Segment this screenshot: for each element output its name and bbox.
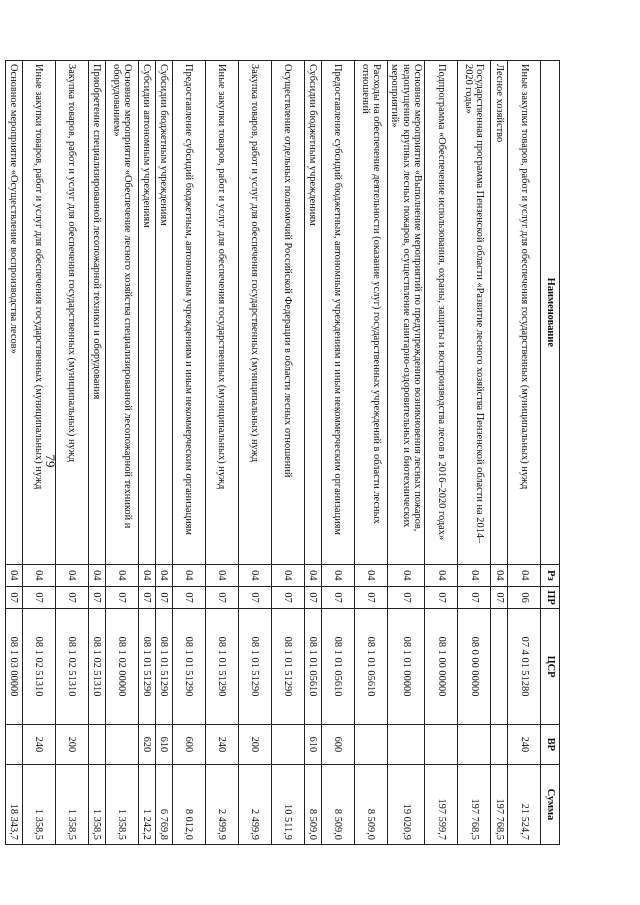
cell-csr: 08 1 02 51310 — [22, 609, 55, 725]
cell-pr: 07 — [138, 586, 155, 608]
cell-vr: 600 — [321, 724, 354, 764]
cell-csr: 08 1 01 51290 — [155, 609, 172, 725]
cell-rz: 04 — [238, 564, 271, 586]
cell-rz: 04 — [155, 564, 172, 586]
cell-name: Закупка товаров, работ и услуг для обеспечения государственных (муниципальных) нужд — [238, 61, 271, 565]
cell-pr: 07 — [88, 586, 105, 608]
cell-rz: 04 — [271, 564, 304, 586]
table-row — [155, 61, 172, 845]
cell-pr: 07 — [172, 586, 205, 608]
cell-vr: 200 — [55, 724, 88, 764]
cell-pr: 07 — [458, 586, 491, 608]
cell-name: Основное мероприятие «Осуществление воспроизводства лесов» — [5, 61, 22, 565]
cell-vr: 240 — [508, 724, 541, 764]
cell-vr: 600 — [172, 724, 205, 764]
cell-rz: 04 — [55, 564, 88, 586]
cell-pr: 07 — [491, 586, 508, 608]
header-name: Наименование — [541, 61, 560, 565]
cell-csr: 08 1 01 51290 — [205, 609, 238, 725]
table-row — [238, 61, 271, 845]
cell-rz: 04 — [5, 564, 22, 586]
cell-name: Субсидии бюджетным учреждениям — [304, 61, 321, 565]
cell-name: Субсидии бюджетным учреждениям — [155, 61, 172, 565]
cell-sum: 18 343,7 — [5, 764, 22, 844]
table-row — [5, 61, 22, 845]
cell-name: Иные закупки товаров, работ и услуг для обеспечения государственных (муниципальных) нужд — [508, 61, 541, 565]
cell-sum: 1 242,2 — [138, 764, 155, 844]
cell-name: Иные закупки товаров, работ и услуг для обеспечения государственных (муниципальных) нужд — [22, 61, 55, 565]
cell-vr — [387, 724, 424, 764]
cell-pr: 07 — [55, 586, 88, 608]
cell-rz: 04 — [425, 564, 458, 586]
cell-csr: 08 1 01 51290 — [271, 609, 304, 725]
cell-rz: 04 — [205, 564, 238, 586]
cell-sum: 8 509,0 — [354, 764, 387, 844]
cell-vr: 240 — [205, 724, 238, 764]
header-rz: Рз — [541, 564, 560, 586]
cell-rz: 04 — [172, 564, 205, 586]
cell-pr: 07 — [271, 586, 304, 608]
cell-vr: 610 — [304, 724, 321, 764]
cell-csr: 08 1 03 00000 — [5, 609, 22, 725]
cell-rz: 04 — [508, 564, 541, 586]
cell-name: Иные закупки товаров, работ и услуг для обеспечения государственных (муниципальных) нужд — [205, 61, 238, 565]
cell-name: Подпрограмма «Обеспечение использования, охраны, защиты и воспроизводства лесов в 2016–2020 годах» — [425, 61, 458, 565]
cell-csr: 08 0 00 00000 — [458, 609, 491, 725]
cell-vr — [354, 724, 387, 764]
cell-sum: 1 358,5 — [105, 764, 138, 844]
page-number: 79 — [43, 454, 58, 468]
cell-csr: 08 1 01 51290 — [238, 609, 271, 725]
cell-sum: 2 499,9 — [238, 764, 271, 844]
cell-rz: 04 — [491, 564, 508, 586]
cell-csr: 08 1 01 51290 — [138, 609, 155, 725]
table-row — [138, 61, 155, 845]
cell-sum: 8 509,0 — [304, 764, 321, 844]
table-header-row — [541, 61, 560, 845]
cell-vr: 240 — [22, 724, 55, 764]
cell-vr: 200 — [238, 724, 271, 764]
cell-rz: 04 — [387, 564, 424, 586]
cell-rz: 04 — [88, 564, 105, 586]
cell-csr: 07 4 01 51280 — [508, 609, 541, 725]
header-pr: ПР — [541, 586, 560, 608]
cell-pr: 07 — [155, 586, 172, 608]
table-row — [458, 61, 491, 845]
table-row — [88, 61, 105, 845]
cell-pr: 07 — [238, 586, 271, 608]
cell-sum: 1 358,5 — [55, 764, 88, 844]
cell-name: Основное мероприятие «Обеспечение лесного хозяйства специализированной лесопожарной техникой и оборудованием» — [105, 61, 138, 565]
cell-rz: 04 — [458, 564, 491, 586]
cell-csr — [491, 609, 508, 725]
cell-name: Расходы на обеспечение деятельности (оказание услуг) государственных учреждений в области лесных отношений — [354, 61, 387, 565]
budget-table — [5, 60, 560, 845]
cell-sum: 197 768,5 — [458, 764, 491, 844]
table-row — [387, 61, 424, 845]
cell-name: Основное мероприятие «Выполнение мероприятий по предупреждению возникновения лесных пожаров, недопущению крупных лесных пожаров, осуществление санитарно-оздоровительных и биотехнических мероприятий» — [387, 61, 424, 565]
cell-name: Государственная программа Пензенской области «Развитие лесного хозяйства Пензенской области на 2014–2020 годы» — [458, 61, 491, 565]
table-row — [205, 61, 238, 845]
table-row — [271, 61, 304, 845]
cell-pr: 07 — [205, 586, 238, 608]
cell-pr: 06 — [508, 586, 541, 608]
cell-name: Предоставление субсидий бюджетным, автономным учреждениям и иным некоммерческим организациям — [321, 61, 354, 565]
table-row — [321, 61, 354, 845]
cell-vr — [425, 724, 458, 764]
cell-csr: 08 1 01 05610 — [354, 609, 387, 725]
cell-rz: 04 — [354, 564, 387, 586]
header-vr: ВР — [541, 724, 560, 764]
table-row — [508, 61, 541, 845]
cell-vr — [105, 724, 138, 764]
header-sum: Сумма — [541, 764, 560, 844]
cell-sum: 19 020,9 — [387, 764, 424, 844]
table-row — [491, 61, 508, 845]
cell-vr — [458, 724, 491, 764]
cell-vr — [5, 724, 22, 764]
cell-csr: 08 1 02 51310 — [55, 609, 88, 725]
cell-sum: 10 511,9 — [271, 764, 304, 844]
cell-sum: 1 358,5 — [88, 764, 105, 844]
cell-pr: 07 — [425, 586, 458, 608]
cell-pr: 07 — [354, 586, 387, 608]
cell-rz: 04 — [304, 564, 321, 586]
table-row — [354, 61, 387, 845]
cell-vr — [271, 724, 304, 764]
cell-csr: 08 1 02 51310 — [88, 609, 105, 725]
table-row — [425, 61, 458, 845]
table-row — [172, 61, 205, 845]
cell-name: Лесное хозяйство — [491, 61, 508, 565]
cell-csr: 08 1 00 00000 — [425, 609, 458, 725]
cell-name: Осуществление отдельных полномочий Российской Федерации в области лесных отношений — [271, 61, 304, 565]
header-csr: ЦСР — [541, 609, 560, 725]
cell-csr: 08 1 01 51290 — [172, 609, 205, 725]
cell-rz: 04 — [22, 564, 55, 586]
cell-pr: 07 — [5, 586, 22, 608]
cell-name: Субсидии автономным учреждениям — [138, 61, 155, 565]
table-row — [105, 61, 138, 845]
cell-sum: 2 499,9 — [205, 764, 238, 844]
cell-vr — [491, 724, 508, 764]
cell-name: Закупка товаров, работ и услуг для обеспечения государственных (муниципальных) нужд — [55, 61, 88, 565]
cell-csr: 08 1 01 05610 — [321, 609, 354, 725]
cell-rz: 04 — [105, 564, 138, 586]
table-row — [304, 61, 321, 845]
cell-vr: 610 — [155, 724, 172, 764]
cell-vr — [88, 724, 105, 764]
cell-pr: 07 — [304, 586, 321, 608]
cell-sum: 8 012,0 — [172, 764, 205, 844]
cell-rz: 04 — [138, 564, 155, 586]
cell-sum: 197 599,7 — [425, 764, 458, 844]
cell-csr: 08 1 02 00000 — [105, 609, 138, 725]
cell-pr: 07 — [387, 586, 424, 608]
cell-pr: 07 — [105, 586, 138, 608]
cell-sum: 197 768,5 — [491, 764, 508, 844]
cell-vr: 620 — [138, 724, 155, 764]
cell-csr: 08 1 01 05610 — [304, 609, 321, 725]
cell-csr: 08 1 01 00000 — [387, 609, 424, 725]
cell-pr: 07 — [321, 586, 354, 608]
cell-name: Предоставление субсидий бюджетным, автономным учреждениям и иным некоммерческим организациям — [172, 61, 205, 565]
cell-sum: 21 524,7 — [508, 764, 541, 844]
cell-rz: 04 — [321, 564, 354, 586]
cell-sum: 8 509,0 — [321, 764, 354, 844]
cell-sum: 1 358,5 — [22, 764, 55, 844]
table-row — [22, 61, 55, 845]
cell-name: Приобретение специализированной лесопожарной техники и оборудования — [88, 61, 105, 565]
table-row — [55, 61, 88, 845]
cell-pr: 07 — [22, 586, 55, 608]
cell-sum: 6 769,8 — [155, 764, 172, 844]
